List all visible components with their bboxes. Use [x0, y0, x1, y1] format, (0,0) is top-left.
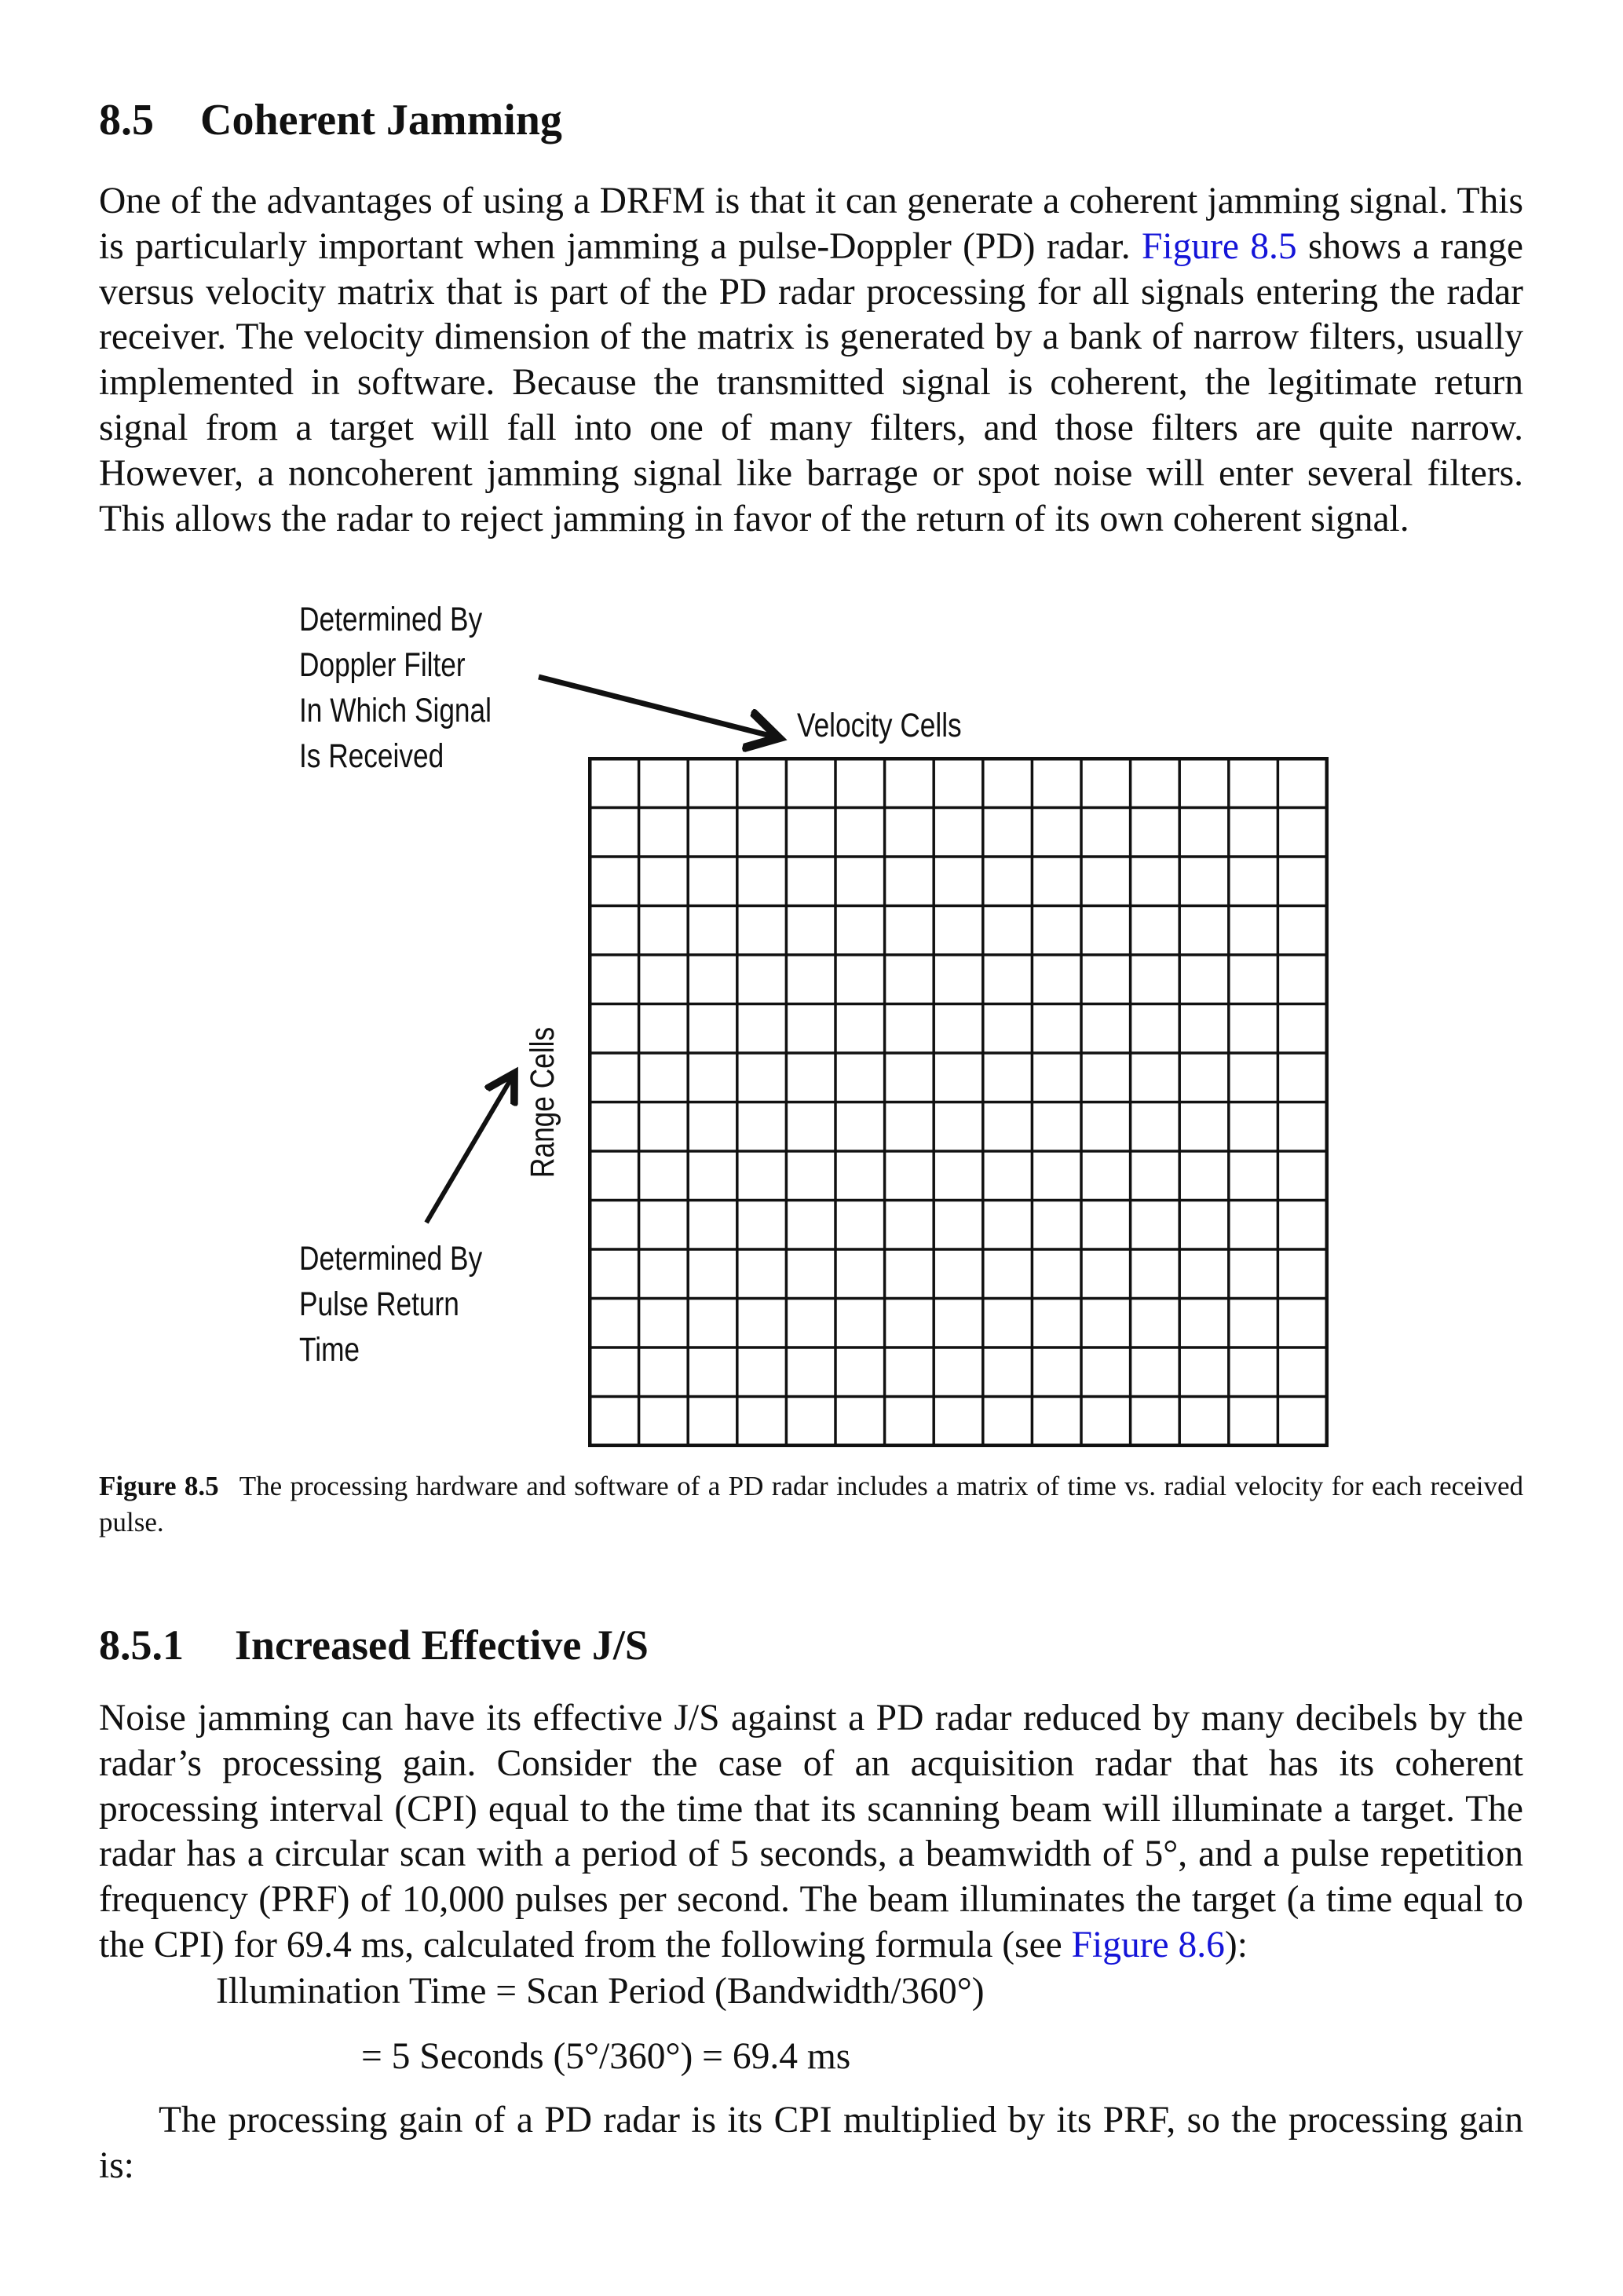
annotation-line: Determined By [299, 1240, 483, 1278]
intro-paragraph [99, 179, 1523, 542]
annotation-line: In Which Signal [299, 692, 492, 729]
subsection-title: Increased Effective J/S [235, 1621, 649, 1669]
section-heading [99, 93, 562, 148]
annotation-line: Time [299, 1331, 360, 1369]
section-title: Coherent Jamming [200, 96, 562, 144]
annotation-line: Doppler Filter [299, 646, 466, 684]
figure-caption [99, 1468, 1523, 1541]
annotation-line: Pulse Return [299, 1285, 459, 1323]
range-velocity-matrix [588, 757, 1329, 1447]
figure-8-5-link[interactable]: Figure 8.5 [1141, 225, 1297, 267]
annotation-line: Is Received [299, 737, 444, 775]
annotation-line: Determined By [299, 601, 483, 638]
arrow-to-velocity-icon [539, 677, 773, 737]
formula-line-2: = 5 Seconds (5°/360°) = 69.4 ms [361, 2036, 851, 2077]
arrow-to-range-icon [426, 1077, 512, 1223]
paragraph-text: One of the advantages of using a DRFM is that it can generate a coherent jamming signal. This is particularly important when jamming a pulse-Doppler (PD) radar. [99, 181, 1523, 267]
velocity-cells-label: Velocity Cells [797, 707, 962, 744]
caption-label: Figure 8.5 [99, 1471, 219, 1501]
formula-line-1: Illumination Time = Scan Period (Bandwidth/360°) [216, 1971, 985, 2012]
js-paragraph [99, 1696, 1523, 1969]
paragraph-text: Noise jamming can have its effective J/S against a PD radar reduced by many decibels by the radar’s processing gain. Consider the case of an acquisition radar that has its coherent processing interval (CPI) equal to the time that its scanning beam will illuminate a target. The radar has a circular scan with a period of 5 seconds, a beamwidth of 5°, and a pulse repetition frequency (PRF) of 10,000 pulses per second. The beam illuminates the target (a time equal to the CPI) for 69.4 ms, calculated from the following formula (see [99, 1698, 1523, 1965]
section-number: 8.5 [99, 96, 154, 144]
figure-8-6-link[interactable]: Figure 8.6 [1071, 1924, 1225, 1965]
paragraph-text: shows a range versus velocity matrix that is part of the PD radar processing for all signals entering the radar receiver. The velocity dimension of the matrix is generated by a bank of narrow filters, usually implemented in software. Because the transmitted signal is coherent, the legitimate return signal from a target will fall into one of many filters, and those filters are quite narrow. However, a noncoherent jamming signal like barrage or spot noise will enter several filters. This allows the radar to reject jamming in favor of the return of its own coherent signal. [99, 225, 1524, 539]
pulse-return-annotation [299, 1236, 482, 1373]
caption-text: The processing hardware and software of a PD radar includes a matrix of time vs. radial velocity for each received pulse. [99, 1471, 1523, 1537]
processing-gain-paragraph: The processing gain of a PD radar is its CPI multiplied by its PRF, so the processing gain is: [99, 2100, 1523, 2186]
subsection-heading [99, 1618, 649, 1673]
subsection-number: 8.5.1 [99, 1621, 184, 1669]
doppler-filter-annotation [299, 597, 492, 779]
paragraph-text: ): [1224, 1924, 1248, 1965]
range-cells-label: Range Cells [524, 1026, 561, 1178]
